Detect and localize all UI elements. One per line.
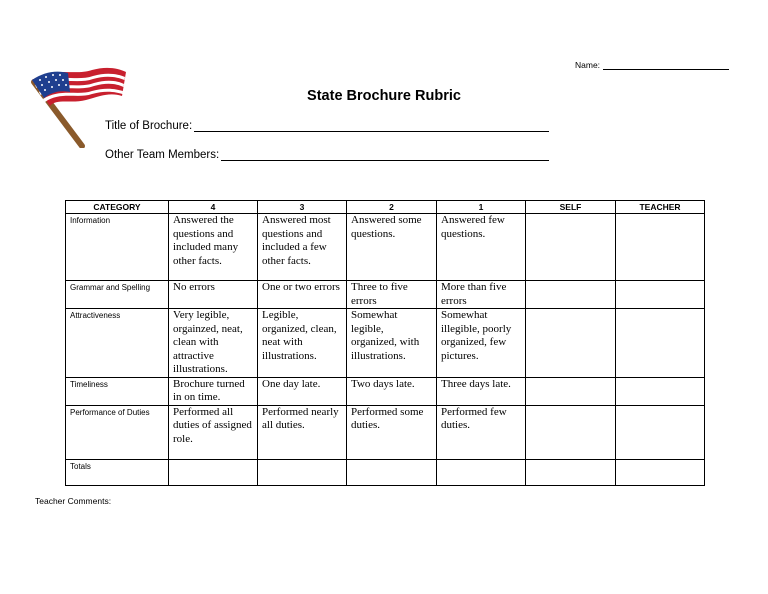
table-row	[66, 214, 705, 281]
self-score-cell[interactable]	[526, 405, 616, 459]
score-2-cell: Performed some duties.	[347, 405, 437, 459]
category-cell: Totals	[66, 459, 169, 485]
score-2-cell: Three to five errors	[347, 281, 437, 309]
score-2-cell: Two days late.	[347, 377, 437, 405]
score-1-cell: Performed few duties.	[437, 405, 526, 459]
total-score-4-cell[interactable]	[169, 459, 258, 485]
score-4-cell: Brochure turned in on time.	[169, 377, 258, 405]
score-3-cell: Legible, organized, clean, neat with illustrations.	[258, 309, 347, 378]
self-score-cell[interactable]	[526, 281, 616, 309]
title-of-brochure-line[interactable]	[194, 120, 549, 132]
score-3-cell: Performed nearly all duties.	[258, 405, 347, 459]
title-of-brochure-label: Title of Brochure:	[105, 120, 193, 132]
total-score-1-cell[interactable]	[437, 459, 526, 485]
category-cell: Grammar and Spelling	[66, 281, 169, 309]
score-3-cell: Answered most questions and included a few other facts.	[258, 214, 347, 281]
score-1-cell: Answered few questions.	[437, 214, 526, 281]
title-of-brochure-field[interactable]	[105, 120, 549, 132]
header-category: CATEGORY	[66, 201, 169, 214]
total-teacher-cell[interactable]	[616, 459, 705, 485]
self-score-cell[interactable]	[526, 377, 616, 405]
total-score-3-cell[interactable]	[258, 459, 347, 485]
american-flag-icon	[26, 62, 130, 148]
score-4-cell: No errors	[169, 281, 258, 309]
total-score-2-cell[interactable]	[347, 459, 437, 485]
self-score-cell[interactable]	[526, 309, 616, 378]
score-3-cell: One day late.	[258, 377, 347, 405]
name-blank-line[interactable]	[603, 60, 729, 70]
score-4-cell: Performed all duties of assigned role.	[169, 405, 258, 459]
teacher-score-cell[interactable]	[616, 309, 705, 378]
score-3-cell: One or two errors	[258, 281, 347, 309]
table-row	[66, 281, 705, 309]
name-field[interactable]	[575, 60, 729, 70]
header-score-3: 3	[258, 201, 347, 214]
category-cell: Information	[66, 214, 169, 281]
self-score-cell[interactable]	[526, 214, 616, 281]
page-title: State Brochure Rubric	[307, 88, 461, 104]
teacher-comments-label: Teacher Comments:	[35, 496, 112, 506]
category-cell: Attractiveness	[66, 309, 169, 378]
table-row	[66, 377, 705, 405]
score-2-cell: Answered some questions.	[347, 214, 437, 281]
table-row-totals	[66, 459, 705, 485]
score-1-cell: Three days late.	[437, 377, 526, 405]
header-score-4: 4	[169, 201, 258, 214]
other-team-members-label: Other Team Members:	[105, 149, 220, 161]
teacher-score-cell[interactable]	[616, 281, 705, 309]
total-self-cell[interactable]	[526, 459, 616, 485]
other-team-members-field[interactable]	[105, 149, 549, 161]
score-4-cell: Very legible, orgainzed, neat, clean with attractive illustrations.	[169, 309, 258, 378]
header-self: SELF	[526, 201, 616, 214]
teacher-score-cell[interactable]	[616, 377, 705, 405]
header-teacher: TEACHER	[616, 201, 705, 214]
category-cell: Timeliness	[66, 377, 169, 405]
score-2-cell: Somewhat legible, organized, with illustrations.	[347, 309, 437, 378]
teacher-score-cell[interactable]	[616, 214, 705, 281]
header-score-1: 1	[437, 201, 526, 214]
table-header-row	[66, 201, 705, 214]
score-1-cell: Somewhat illegible, poorly organized, few pictures.	[437, 309, 526, 378]
table-row	[66, 309, 705, 378]
other-team-members-line[interactable]	[221, 149, 549, 161]
score-4-cell: Answered the questions and included many other facts.	[169, 214, 258, 281]
rubric-table	[65, 200, 705, 486]
category-cell: Performance of Duties	[66, 405, 169, 459]
table-row	[66, 405, 705, 459]
header-score-2: 2	[347, 201, 437, 214]
teacher-score-cell[interactable]	[616, 405, 705, 459]
score-1-cell: More than five errors	[437, 281, 526, 309]
name-label: Name:	[575, 60, 601, 70]
